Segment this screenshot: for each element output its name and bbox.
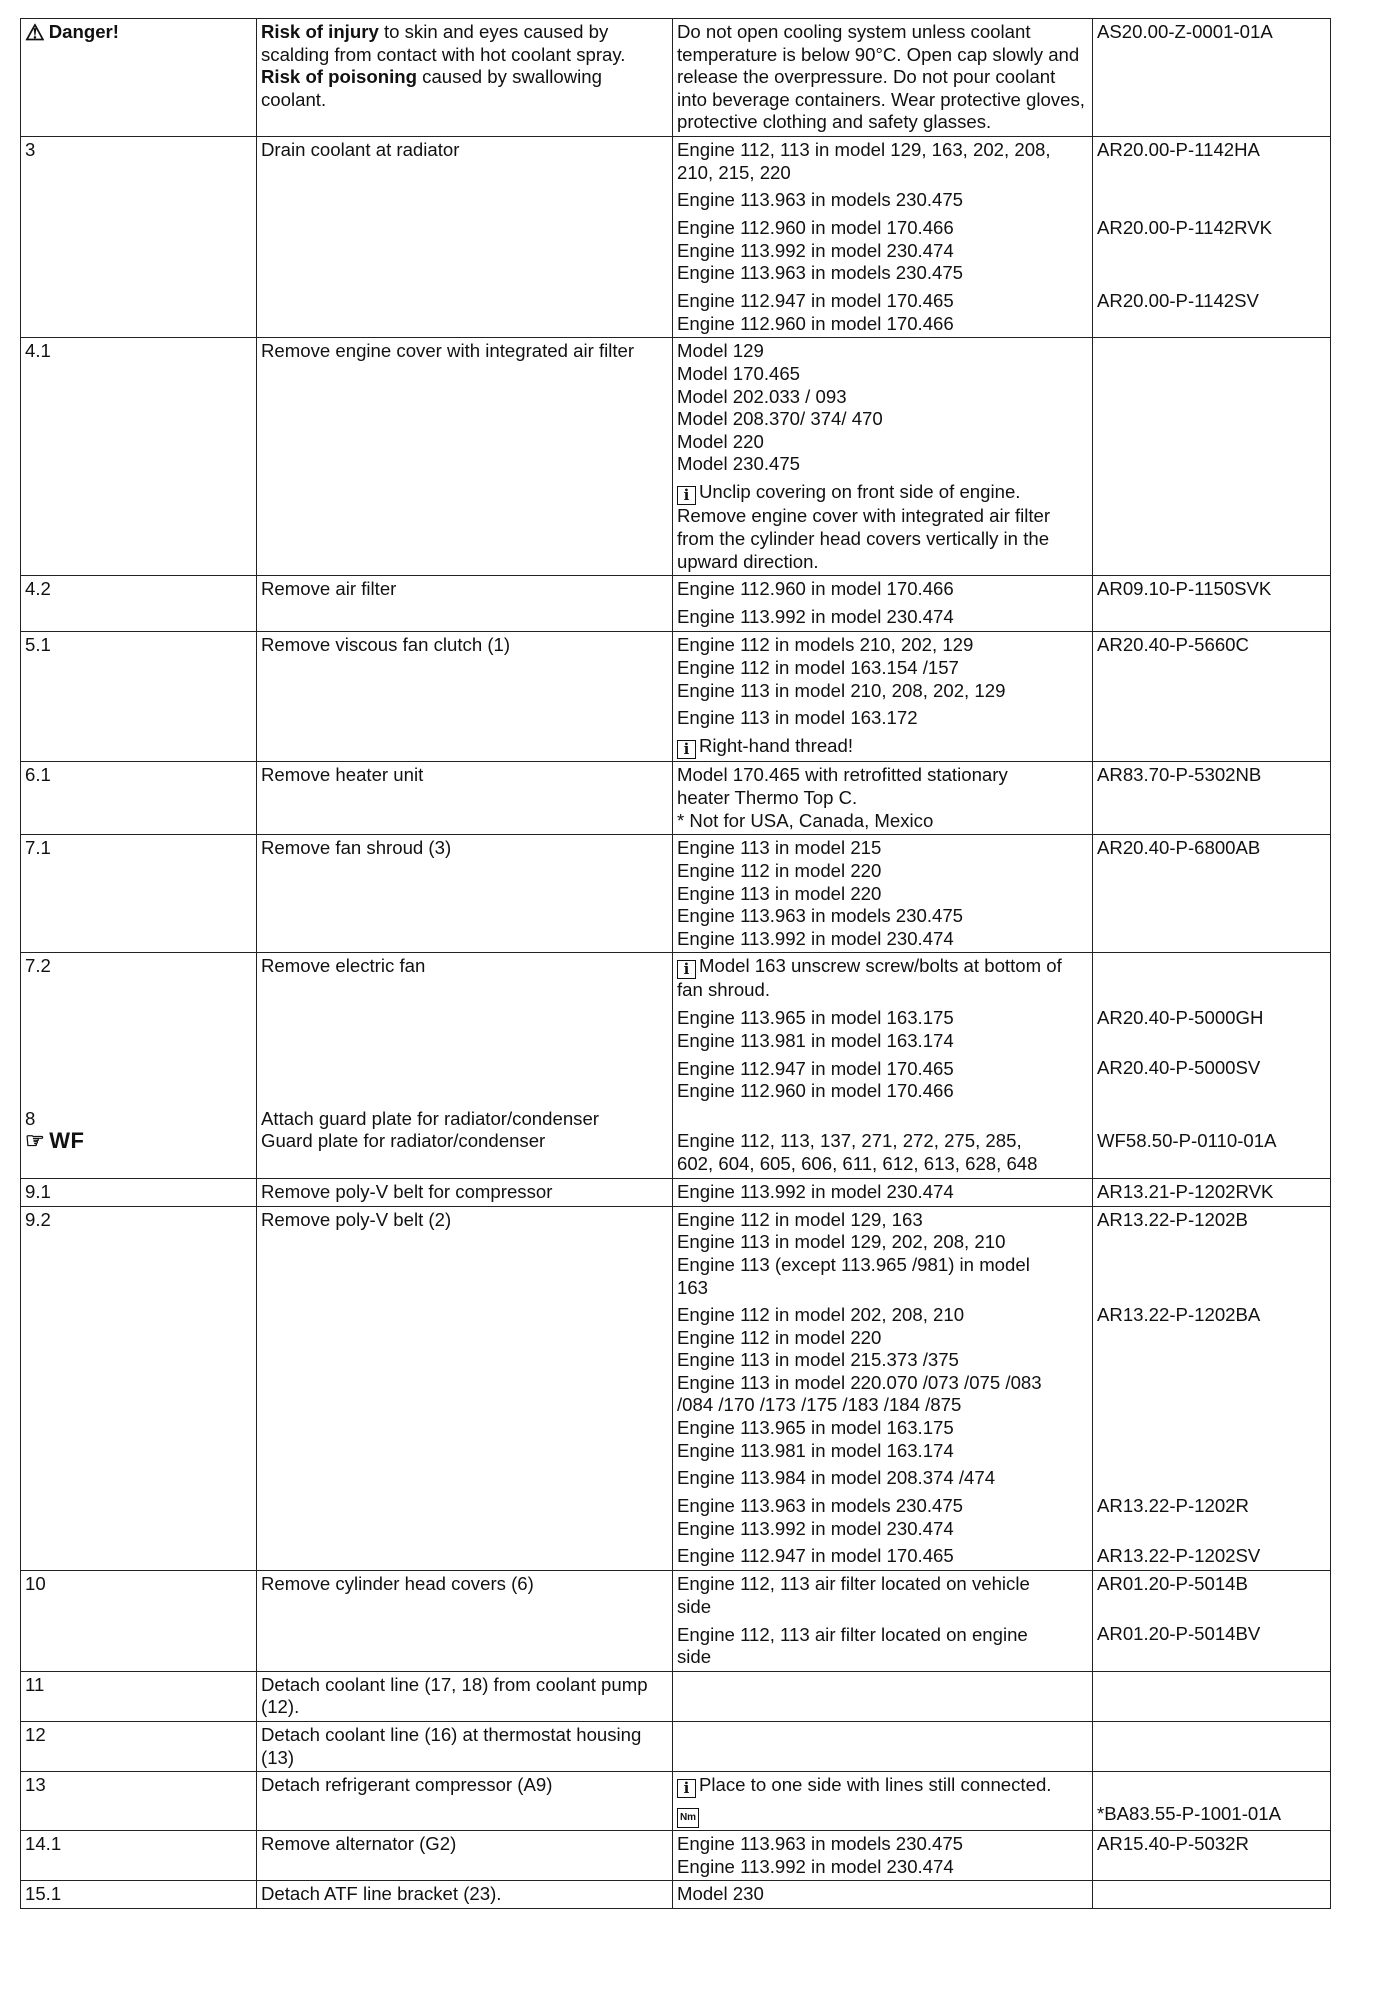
detail-line: Engine 112.960 in model 170.466	[677, 1080, 954, 1102]
document-link[interactable]: AR01.20-P-5014BV	[1097, 1623, 1261, 1645]
danger-measures: Do not open cooling system unless coolant temperature is below 90°C. Open cap slowly and release the overpressure. Do not pour coolant into beverage containers. Wear protective gloves, protective clothing and safety glasses.	[677, 21, 1085, 133]
document-link[interactable]: AR13.22-P-1202B	[1097, 1208, 1248, 1230]
info-note: Unclip covering on front side of engine. Remove engine cover with integrated air filter from the cylinder head covers vertically in the upward direction.	[677, 481, 1051, 572]
step-row	[21, 762, 1331, 835]
blank-line	[1097, 1107, 1326, 1130]
step-ref-cell	[1093, 1206, 1331, 1571]
step-number: 8	[25, 1107, 36, 1129]
step-number: 9.1	[25, 1180, 51, 1202]
detail-group	[677, 1803, 1088, 1828]
hazard-title: Risk of injury	[261, 21, 379, 42]
step-action-cell	[257, 1881, 673, 1909]
wf-marker	[25, 1130, 252, 1153]
step-row	[21, 1881, 1331, 1909]
detail-line: Engine 112.947 in model 170.465	[677, 1057, 954, 1079]
ref-group	[1097, 189, 1326, 212]
detail-line: Engine 113 in model 163.172	[677, 707, 918, 729]
detail-line: Engine 112, 113 in model 129, 163, 202, 208,	[677, 138, 1051, 160]
detail-line: Model 202.033 / 093	[677, 385, 847, 407]
step-detail-cell	[673, 1178, 1093, 1206]
step-number-cell	[21, 1831, 257, 1881]
torque-icon: Nm	[677, 1808, 699, 1828]
step-action-cell	[257, 1772, 673, 1831]
step-detail-cell	[673, 1571, 1093, 1671]
detail-line: Engine 113.981 in model 163.174	[677, 1029, 954, 1051]
detail-group	[677, 578, 1088, 601]
document-link[interactable]: AR13.21-P-1202RVK	[1097, 1180, 1274, 1202]
step-action-cell	[257, 576, 673, 632]
step-detail-cell	[673, 576, 1093, 632]
document-link[interactable]: AS20.00-Z-0001-01A	[1097, 21, 1273, 42]
step-action: Remove heater unit	[261, 764, 424, 786]
detail-line: Engine 112.960 in model 170.466	[677, 312, 954, 334]
step-action-cell	[257, 136, 673, 337]
hazard-title: Risk of poisoning	[261, 66, 417, 88]
ref-group	[1097, 1545, 1326, 1568]
step-ref-cell	[1093, 1772, 1331, 1831]
ref-group	[1097, 1107, 1326, 1175]
document-link[interactable]: AR20.00-P-1142RVK	[1097, 216, 1273, 238]
step-ref-cell	[1093, 762, 1331, 835]
step-ref-cell	[1093, 1881, 1331, 1909]
detail-line: Model 170.465	[677, 362, 801, 384]
step-action: Remove poly-V belt (2)	[261, 1208, 452, 1230]
document-link[interactable]: AR13.22-P-1202BA	[1097, 1303, 1261, 1325]
wf-label: WF	[49, 1128, 85, 1154]
detail-line: Engine 112, 113 air filter located on vehicle	[677, 1573, 1030, 1595]
detail-line: Engine 113.992 in model 230.474	[677, 606, 954, 628]
ref-group	[1097, 634, 1326, 702]
danger-measures-cell	[673, 19, 1093, 137]
step-action-cell	[257, 835, 673, 953]
step-ref-cell	[1093, 1178, 1331, 1206]
step-number-cell	[21, 1571, 257, 1671]
step-number: 5.1	[25, 634, 51, 656]
pointing-hand-icon: ☞	[25, 1128, 46, 1154]
step-action: Detach ATF line bracket (23).	[261, 1883, 502, 1905]
ref-group	[1097, 764, 1326, 832]
danger-hazards-cell	[257, 19, 673, 137]
detail-group	[677, 1467, 1088, 1490]
step-action: Remove poly-V belt for compressor	[261, 1180, 553, 1202]
step-action: Drain coolant at radiator	[261, 138, 460, 160]
detail-line: Engine 112.947 in model 170.465	[677, 290, 954, 312]
step-number-cell	[21, 1671, 257, 1721]
info-icon: i	[677, 486, 696, 505]
info-icon: i	[677, 1779, 696, 1798]
step-action-cell	[257, 1571, 673, 1671]
info-icon: i	[677, 960, 696, 979]
detail-group	[677, 735, 1088, 759]
detail-line: * Not for USA, Canada, Mexico	[677, 809, 934, 831]
detail-line: Engine 113.965 in model 163.175	[677, 1007, 954, 1029]
detail-group	[677, 139, 1088, 184]
step-number: 10	[25, 1573, 46, 1595]
step-number: 4.2	[25, 578, 51, 600]
detail-line: 602, 604, 605, 606, 611, 612, 613, 628, 648	[677, 1152, 1038, 1174]
info-note: Right-hand thread!	[699, 735, 854, 757]
step-ref-cell	[1093, 835, 1331, 953]
detail-group	[677, 837, 1088, 950]
step-number: 13	[25, 1774, 46, 1796]
document-link[interactable]: AR20.40-P-5660C	[1097, 634, 1249, 656]
ref-group	[1097, 1573, 1326, 1618]
step-ref-cell	[1093, 1671, 1331, 1721]
step-action: Remove viscous fan clutch (1)	[261, 634, 511, 656]
step-detail-cell	[673, 338, 1093, 576]
step-action: Remove alternator (G2)	[261, 1833, 457, 1855]
ref-group	[1097, 606, 1326, 629]
ref-group	[1097, 1774, 1326, 1798]
step-action: Remove air filter	[261, 578, 397, 600]
step-detail-cell	[673, 1881, 1093, 1909]
detail-group	[677, 1624, 1088, 1669]
document-link[interactable]: AR20.40-P-5000GH	[1097, 1007, 1264, 1029]
detail-group	[677, 707, 1088, 730]
step-detail-cell	[673, 762, 1093, 835]
ref-group	[1097, 837, 1326, 950]
step-action-cell	[257, 1178, 673, 1206]
detail-line: Engine 113.963 in models 230.475	[677, 905, 964, 927]
step-number-cell	[21, 953, 257, 1178]
procedure-table-body	[21, 19, 1331, 1909]
step-number: 15.1	[25, 1883, 62, 1905]
detail-line: Engine 113.992 in model 230.474	[677, 1180, 954, 1202]
step-ref-cell	[1093, 1831, 1331, 1881]
detail-line: Engine 113 in model 129, 202, 208, 210	[677, 1231, 1006, 1253]
step-detail-cell	[673, 1831, 1093, 1881]
ref-group	[1097, 578, 1326, 601]
detail-line: Engine 113.992 in model 230.474	[677, 1517, 954, 1539]
detail-line: Engine 113.981 in model 163.174	[677, 1439, 954, 1461]
info-icon: i	[677, 740, 696, 759]
document-link[interactable]: AR83.70-P-5302NB	[1097, 764, 1262, 786]
detail-line: Engine 113.963 in models 230.475	[677, 262, 964, 284]
document-link[interactable]: AR09.10-P-1150SVK	[1097, 578, 1272, 600]
ref-group	[1097, 139, 1326, 184]
repair-procedure-table	[20, 18, 1331, 1909]
step-detail-cell	[673, 1206, 1093, 1571]
document-link[interactable]: AR13.22-P-1202R	[1097, 1494, 1249, 1516]
ref-group	[1097, 1623, 1326, 1668]
detail-group	[677, 1209, 1088, 1299]
step-number-cell	[21, 1772, 257, 1831]
ref-group	[1097, 1467, 1326, 1490]
detail-group	[677, 1304, 1088, 1462]
document-link[interactable]: AR01.20-P-5014B	[1097, 1573, 1248, 1595]
ref-group	[1097, 1007, 1326, 1052]
detail-line: Engine 112 in model 202, 208, 210	[677, 1304, 965, 1326]
detail-group	[677, 1495, 1088, 1540]
step-action-cell	[257, 1722, 673, 1772]
detail-line: Engine 112 in model 129, 163	[677, 1208, 923, 1230]
ref-group	[1097, 1304, 1326, 1462]
detail-group	[677, 1573, 1088, 1618]
detail-line: Engine 112 in model 163.154 /157	[677, 656, 959, 678]
step-number-cell	[21, 632, 257, 762]
ref-group	[1097, 481, 1326, 573]
step-number-cell	[21, 1178, 257, 1206]
step-number-cell	[21, 1722, 257, 1772]
hazard-text: caused by swallowing coolant.	[261, 66, 602, 110]
detail-line: Engine 113 in model 220.070 /073 /075 /083	[677, 1371, 1042, 1393]
detail-line: Engine 113.963 in models 230.475	[677, 1833, 964, 1855]
step-ref-cell	[1093, 1722, 1331, 1772]
detail-line: Model 230	[677, 1883, 764, 1905]
detail-line: Engine 113.992 in model 230.474	[677, 239, 954, 261]
detail-line: Engine 113 in model 220	[677, 882, 882, 904]
detail-line: Engine 113.965 in model 163.175	[677, 1417, 954, 1439]
detail-line: 210, 215, 220	[677, 161, 791, 183]
sub-step-number-group	[25, 1108, 252, 1153]
detail-group	[677, 1833, 1088, 1878]
detail-line: Engine 113.963 in models 230.475	[677, 1495, 964, 1517]
step-number: 14.1	[25, 1833, 62, 1855]
step-number: 3	[25, 138, 36, 160]
step-number-cell	[21, 576, 257, 632]
ref-group	[1097, 1057, 1326, 1102]
danger-label: Danger!	[48, 21, 119, 42]
detail-group	[677, 1774, 1088, 1798]
step-number-cell	[21, 762, 257, 835]
hazard-text: to skin and eyes caused by scalding from contact with hot coolant spray.	[261, 21, 626, 65]
detail-group	[677, 481, 1088, 573]
document-link[interactable]: AR20.00-P-1142SV	[1097, 289, 1259, 311]
step-action-cell	[257, 953, 673, 1178]
detail-line: Engine 113.963 in models 230.475	[677, 189, 964, 211]
info-note: Model 163 unscrew screw/bolts at bottom of fan shroud.	[677, 955, 1062, 1001]
document-link[interactable]: WF58.50-P-0110-01A	[1097, 1129, 1277, 1151]
step-number-cell	[21, 1881, 257, 1909]
step-row	[21, 835, 1331, 953]
document-link[interactable]: *BA83.55-P-1001-01A	[1097, 1803, 1281, 1825]
detail-line: Engine 112.960 in model 170.466	[677, 578, 954, 600]
detail-line: 163	[677, 1276, 709, 1298]
step-action-cell	[257, 338, 673, 576]
step-row	[21, 953, 1331, 1178]
step-detail-cell	[673, 1722, 1093, 1772]
step-action: Remove engine cover with integrated air filter	[261, 340, 635, 362]
ref-group	[1097, 1181, 1326, 1204]
detail-line: Engine 113.984 in model 208.374 /474	[677, 1467, 996, 1489]
step-number: 12	[25, 1724, 46, 1745]
ref-group	[1097, 1495, 1326, 1540]
step-action-cell	[257, 762, 673, 835]
step-ref-cell	[1093, 338, 1331, 576]
detail-line: Engine 112 in models 210, 202, 129	[677, 634, 974, 656]
step-row	[21, 136, 1331, 337]
detail-line: Engine 113 (except 113.965 /981) in model	[677, 1253, 1030, 1275]
step-ref-cell	[1093, 953, 1331, 1178]
detail-line: Engine 113 in model 210, 208, 202, 129	[677, 679, 1006, 701]
ref-group	[1097, 1803, 1326, 1828]
step-row	[21, 1772, 1331, 1831]
detail-line: Model 220	[677, 430, 764, 452]
warning-triangle-icon: ⚠	[25, 20, 45, 45]
step-detail-cell	[673, 1772, 1093, 1831]
detail-line: heater Thermo Top C.	[677, 786, 858, 808]
step-ref-cell	[1093, 632, 1331, 762]
detail-line: Model 129	[677, 340, 764, 362]
step-row	[21, 1831, 1331, 1881]
step-action-cell	[257, 632, 673, 762]
danger-row	[21, 19, 1331, 137]
danger-label-cell	[21, 19, 257, 137]
detail-group	[677, 217, 1088, 285]
detail-group	[677, 189, 1088, 212]
detail-line: Engine 112 in model 220	[677, 859, 882, 881]
step-action-cell	[257, 1206, 673, 1571]
step-row	[21, 576, 1331, 632]
step-action: Attach guard plate for radiator/condenser	[261, 1107, 599, 1129]
step-number: 7.1	[25, 837, 51, 859]
detail-line: Engine 112, 113 air filter located on engine	[677, 1623, 1028, 1645]
step-action: Detach coolant line (17, 18) from coolant pump (12).	[261, 1673, 648, 1718]
ref-group	[1097, 1209, 1326, 1299]
detail-group	[677, 606, 1088, 629]
detail-group	[677, 634, 1088, 702]
ref-group	[1097, 290, 1326, 335]
danger-ref-cell	[1093, 19, 1331, 137]
detail-group	[677, 340, 1088, 476]
ref-group	[1097, 955, 1326, 1002]
document-link[interactable]: AR15.40-P-5032R	[1097, 1833, 1249, 1855]
detail-group	[677, 1883, 1088, 1906]
detail-group	[677, 1545, 1088, 1568]
step-detail-cell	[673, 953, 1093, 1178]
detail-line: Model 208.370/ 374/ 470	[677, 408, 883, 430]
detail-line: Engine 112.947 in model 170.465	[677, 1545, 954, 1567]
detail-group	[677, 1181, 1088, 1204]
step-action-cell	[257, 1831, 673, 1881]
step-number-cell	[21, 835, 257, 953]
step-number: 6.1	[25, 764, 51, 786]
document-link[interactable]: AR20.40-P-5000SV	[1097, 1057, 1261, 1079]
document-link[interactable]: AR20.00-P-1142HA	[1097, 138, 1260, 160]
step-number: 9.2	[25, 1208, 51, 1230]
step-row	[21, 1206, 1331, 1571]
step-number-cell	[21, 136, 257, 337]
step-row	[21, 632, 1331, 762]
detail-group	[677, 290, 1088, 335]
detail-line: Model 230.475	[677, 453, 801, 475]
step-detail-cell	[673, 835, 1093, 953]
step-action: Detach coolant line (16) at thermostat housing (13)	[261, 1724, 642, 1768]
detail-line: side	[677, 1596, 712, 1618]
detail-line: Engine 112 in model 220	[677, 1326, 882, 1348]
step-number: 4.1	[25, 340, 51, 362]
step-action: Detach refrigerant compressor (A9)	[261, 1774, 553, 1796]
detail-line: /084 /170 /173 /175 /183 /184 /875	[677, 1394, 962, 1416]
step-row	[21, 1671, 1331, 1721]
step-row	[21, 1571, 1331, 1671]
step-detail-cell	[673, 136, 1093, 337]
ref-group	[1097, 217, 1326, 285]
step-ref-cell	[1093, 1571, 1331, 1671]
detail-line: Engine 112, 113, 137, 271, 272, 275, 285,	[677, 1130, 1022, 1152]
step-number-cell	[21, 1206, 257, 1571]
step-detail-cell	[673, 632, 1093, 762]
detail-line: Engine 113 in model 215	[677, 837, 882, 859]
document-link[interactable]: AR20.40-P-6800AB	[1097, 837, 1261, 859]
step-number: 7.2	[25, 955, 51, 977]
step-number-cell	[21, 338, 257, 576]
step-row	[21, 1722, 1331, 1772]
step-action: Remove fan shroud (3)	[261, 837, 452, 859]
blank-line	[677, 1108, 1088, 1131]
detail-group	[677, 764, 1088, 832]
info-note: Place to one side with lines still connected.	[699, 1774, 1052, 1796]
step-detail-cell	[673, 1671, 1093, 1721]
detail-group	[677, 1058, 1088, 1103]
ref-group	[1097, 1883, 1326, 1906]
ref-group	[1097, 735, 1326, 759]
step-action: Remove electric fan	[261, 955, 426, 977]
step-ref-cell	[1093, 136, 1331, 337]
wf-action: Guard plate for radiator/condenser	[261, 1130, 546, 1152]
detail-line: Engine 112.960 in model 170.466	[677, 217, 954, 239]
detail-group	[677, 1108, 1088, 1176]
detail-group	[677, 1007, 1088, 1052]
step-row	[21, 1178, 1331, 1206]
ref-group	[1097, 1833, 1326, 1878]
step-number: 11	[25, 1673, 45, 1695]
step-action: Remove cylinder head covers (6)	[261, 1573, 534, 1595]
sub-step-action-group	[261, 1108, 668, 1153]
step-row	[21, 338, 1331, 576]
detail-line: Engine 113.992 in model 230.474	[677, 927, 954, 949]
detail-line: side	[677, 1646, 712, 1668]
detail-line: Engine 113.992 in model 230.474	[677, 1855, 954, 1877]
detail-line: Model 170.465 with retrofitted stationary	[677, 764, 1008, 786]
document-link[interactable]: AR13.22-P-1202SV	[1097, 1544, 1261, 1566]
ref-group	[1097, 707, 1326, 730]
step-ref-cell	[1093, 576, 1331, 632]
ref-group	[1097, 340, 1326, 476]
step-action-cell	[257, 1671, 673, 1721]
detail-line: Engine 113 in model 215.373 /375	[677, 1349, 959, 1371]
detail-group	[677, 955, 1088, 1002]
